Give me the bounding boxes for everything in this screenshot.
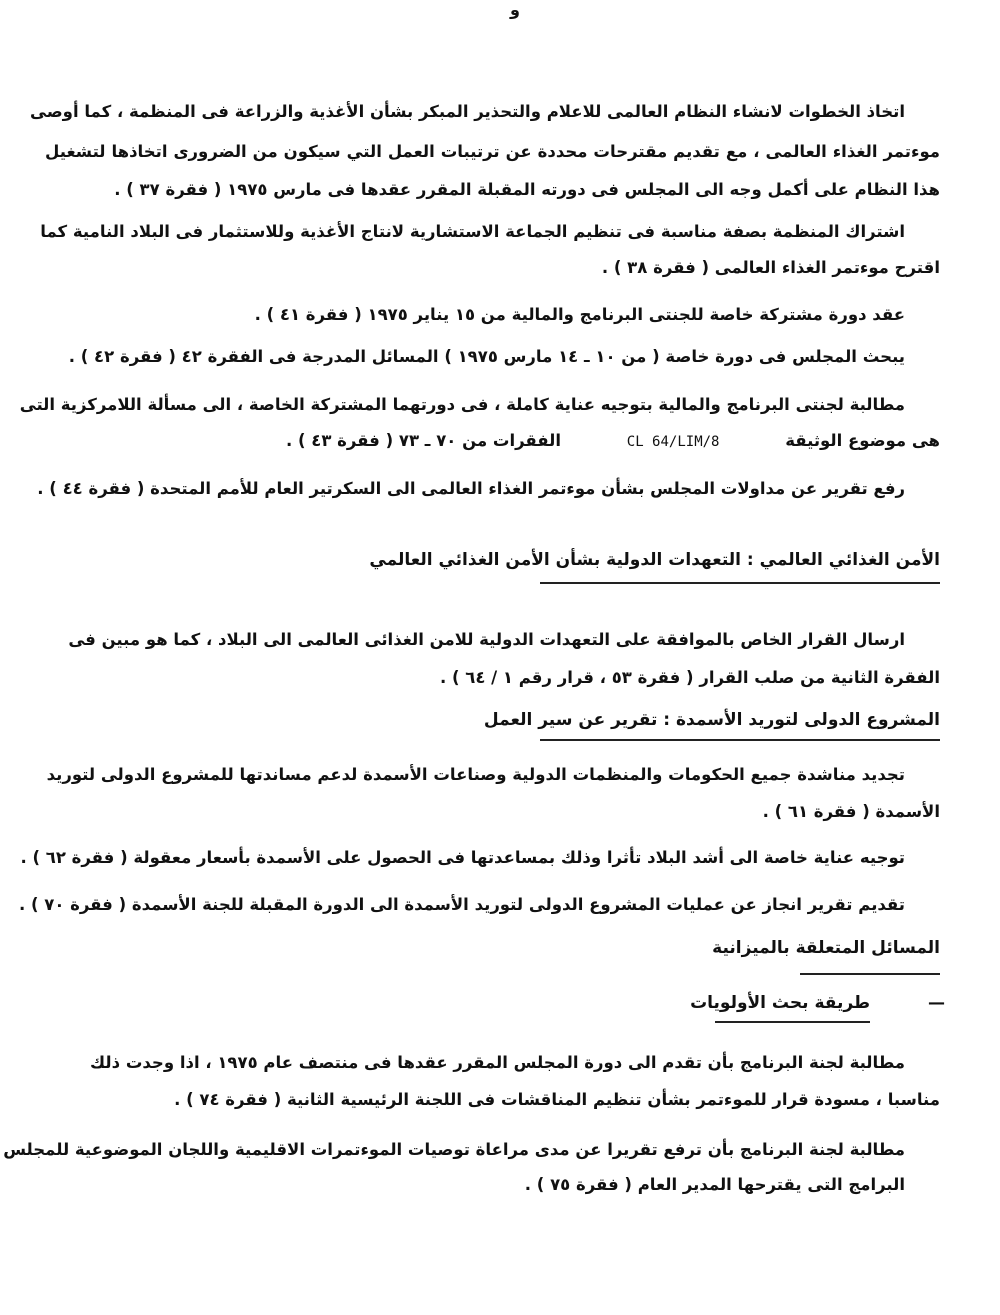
para-1-line-2: موءتمر الغذاء العالمى ، مع تقديم مقترحات محددة عن ترتيبات العمل التي سيكون من الضرورى اتخاذها لتشغيل bbox=[45, 142, 940, 161]
para-5-line-2 bbox=[286, 429, 940, 453]
para-8-line-1: تجديد مناشدة جميع الحكومات والمنظمات الدولية وصناعات الأسمدة لدعم مساندتها للمشروع الدولى لتوريد bbox=[46, 765, 905, 784]
para-5-text-a: هى موضوع الوثيقة bbox=[785, 431, 940, 450]
subheading-priorities: طريقة بحث الأولويات bbox=[690, 993, 870, 1013]
para-5-text-b: الفقرات من ٧٠ ـ ٧٣ ( فقرة ٤٣ ) . bbox=[285, 431, 562, 450]
heading-underline bbox=[540, 582, 940, 584]
para-10: تقديم تقرير انجاز عن عمليات المشروع الدولى لتوريد الأسمدة الى الدورة المقبلة للجنة الأسمدة ( فقرة ٧٠ ) . bbox=[18, 895, 905, 914]
subheading-underline bbox=[715, 1021, 870, 1023]
para-7-line-2: الفقرة الثانية من صلب القرار ( فقرة ٥٣ ، قرار رقم ١ / ٦٤ ) . bbox=[439, 668, 940, 687]
heading-fertilizer-scheme: المشروع الدولى لتوريد الأسمدة : تقرير عن سير العمل bbox=[483, 710, 940, 730]
page-marker: و bbox=[510, 0, 520, 19]
para-6: رفع تقرير عن مداولات المجلس بشأن موءتمر الغذاء العالمى الى السكرتير العام للأمم المتحدة ( فقرة ٤٤ ) . bbox=[37, 479, 905, 498]
para-4: يبحث المجلس فى دورة خاصة ( من ١٠ ـ ١٤ مارس ١٩٧٥ ) المسائل المدرجة فى الفقرة ٤٢ ( فقرة ٤٢ ) . bbox=[68, 347, 905, 366]
heading-underline bbox=[800, 973, 940, 975]
para-11-line-2: مناسبا ، مسودة قرار للموءتمر بشأن تنظيم المناقشات فى اللجنة الرئيسية الثانية ( فقرة ٧٤ ) . bbox=[174, 1090, 940, 1109]
para-1-line-3: هذا النظام على أكمل وجه الى المجلس فى دورته المقبلة المقرر عقدها فى مارس ١٩٧٥ ( فقرة ٣٧ ) . bbox=[114, 180, 940, 199]
document-reference: CL 64/LIM/8 bbox=[626, 434, 720, 450]
heading-budget-matters: المسائل المتعلقة بالميزانية bbox=[712, 938, 940, 958]
para-12-line-1: مطالبة لجنة البرنامج بأن ترفع تقريرا عن مدى مراعاة توصيات الموءتمرات الاقليمية واللجان الموضوعية للمجلس bbox=[3, 1140, 905, 1159]
heading-world-food-security: الأمن الغذائي العالمي : التعهدات الدولية بشأن الأمن الغذائي العالمي bbox=[369, 550, 940, 570]
para-2-line-1: اشتراك المنظمة بصفة مناسبة فى تنظيم الجماعة الاستشارية لانتاج الأغذية وللاستثمار فى البلاد النامية كما bbox=[40, 222, 905, 241]
heading-underline bbox=[540, 739, 940, 741]
para-9: توجيه عناية خاصة الى أشد البلاد تأثرا وذلك بمساعدتها فى الحصول على الأسمدة بأسعار معقولة ( فقرة ٦٢ ) . bbox=[20, 848, 905, 867]
para-7-line-1: ارسال القرار الخاص بالموافقة على التعهدات الدولية للامن الغذائى العالمى الى البلاد ، كما هو مبين فى bbox=[68, 630, 905, 649]
para-5-line-1: مطالبة لجنتى البرنامج والمالية بتوجيه عناية كاملة ، فى دورتهما المشتركة الخاصة ، الى مسألة اللامركزية التى bbox=[19, 395, 905, 414]
para-1-line-1: اتخاذ الخطوات لانشاء النظام العالمى للاعلام والتحذير المبكر بشأن الأغذية والزراعة فى المنظمة ، كما أوصى bbox=[30, 102, 905, 121]
para-3: عقد دورة مشتركة خاصة للجنتى البرنامج والمالية من ١٥ يناير ١٩٧٥ ( فقرة ٤١ ) . bbox=[254, 305, 905, 324]
para-12-line-2: البرامج التى يقترحها المدير العام ( فقرة ٧٥ ) . bbox=[524, 1175, 905, 1194]
para-11-line-1: مطالبة لجنة البرنامج بأن تقدم الى دورة المجلس المقرر عقدها فى منتصف عام ١٩٧٥ ، اذا وجدت ذلك bbox=[90, 1053, 905, 1072]
para-8-line-2: الأسمدة ( فقرة ٦١ ) . bbox=[762, 802, 940, 821]
subheading-dash: — bbox=[928, 993, 945, 1013]
para-2-line-2: اقترح موءتمر الغذاء العالمى ( فقرة ٣٨ ) . bbox=[601, 258, 940, 277]
